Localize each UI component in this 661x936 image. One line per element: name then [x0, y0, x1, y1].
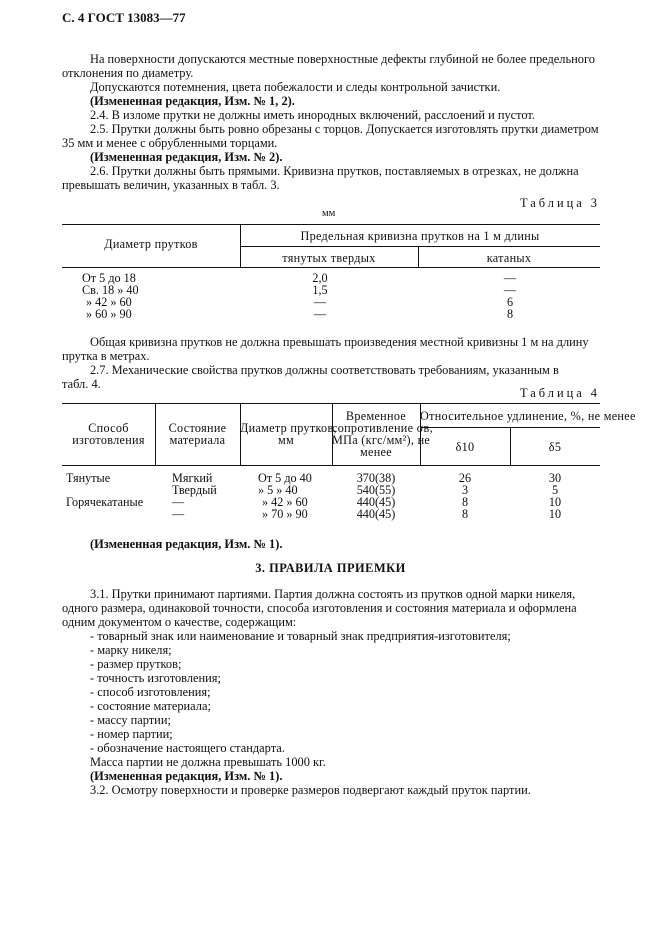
list-item: - марку никеля; — [90, 643, 172, 657]
table4-head-tensile: сопротивление σв, — [332, 421, 433, 435]
page-header: С. 4 ГОСТ 13083—77 — [62, 10, 186, 25]
table4-head-d10: δ10 — [455, 440, 475, 454]
table4-cell: От 5 до 40 — [258, 471, 312, 485]
table4-cell: » 42 » 60 — [262, 495, 308, 509]
table4-cell: 540(55) — [356, 483, 396, 497]
table3-cell: — — [313, 295, 327, 309]
table3-subhead-rule — [240, 246, 600, 247]
table4-cell: 5 — [551, 483, 559, 497]
amendment-note: (Измененная редакция, Изм. № 2). — [90, 150, 283, 164]
paragraph: Допускаются потемнения, цвета побежалости и следы контрольной зачистки. — [90, 80, 501, 94]
table4-cell: 10 — [548, 507, 562, 521]
table3-cell: 6 — [506, 295, 514, 309]
table3-cell: 8 — [506, 307, 514, 321]
paragraph: Общая кривизна прутков не должна превышать произведения местной кривизны 1 м на длину — [90, 335, 589, 349]
paragraph: одним документом о качестве, содержащим: — [62, 615, 297, 629]
table3-head-rolled: катаных — [486, 251, 532, 265]
list-item: - размер прутков; — [90, 657, 182, 671]
paragraph: прутка в метрах. — [62, 349, 150, 363]
table4-head-state: Состояние — [168, 421, 227, 435]
table4-head-state: материала — [169, 433, 226, 447]
list-item: - состояние материала; — [90, 699, 211, 713]
paragraph: табл. 4. — [62, 377, 101, 391]
paragraph: отклонения по диаметру. — [62, 66, 194, 80]
table4-cell: — — [172, 495, 185, 509]
table3-head-diameter: Диаметр прутков — [104, 237, 198, 251]
paragraph-3-2: 3.2. Осмотру поверхности и проверке размеров подвергают каждый пруток партии. — [90, 783, 531, 797]
table3-cell: » 42 » 60 — [86, 295, 132, 309]
table4-head-rule — [62, 465, 600, 466]
paragraph-2-7: 2.7. Механические свойства прутков должны соответствовать требованиям, указанным в — [90, 363, 559, 377]
table3-unit: мм — [322, 208, 336, 219]
table4-cell: Горячекатаные — [66, 495, 144, 509]
table4-head-tensile: менее — [360, 445, 392, 459]
table3-caption: Таблица 3 — [520, 196, 600, 210]
table4-head-diameter: мм — [277, 433, 295, 447]
paragraph: одного размера, одинаковой точности, способа изготовления и состояния материала и оформлена — [62, 601, 577, 615]
amendment-note: (Измененная редакция, Изм. № 1). — [90, 769, 283, 783]
table3-cell: 2,0 — [312, 271, 328, 285]
list-item: - обозначение настоящего стандарта. — [90, 741, 285, 755]
table4-cell: » 70 » 90 — [262, 507, 308, 521]
table4-head-method: Способ — [88, 421, 129, 435]
table4-head-d5: δ5 — [548, 440, 562, 454]
table4-cell: 30 — [548, 471, 562, 485]
table3-cell: Св. 18 » 40 — [82, 283, 139, 297]
table4-cell: 8 — [461, 495, 469, 509]
table3-cell: 1,5 — [312, 283, 328, 297]
table3-head-drawn: тянутых твердых — [282, 251, 376, 265]
table3-cell: — — [503, 271, 517, 285]
amendment-note: (Измененная редакция, Изм. № 1). — [90, 537, 283, 551]
table4-top-rule — [62, 403, 600, 404]
list-item: - массу партии; — [90, 713, 171, 727]
paragraph-3-1: 3.1. Прутки принимают партиями. Партия должна состоять из прутков одной марки никеля, — [90, 587, 576, 601]
table4-cell: Твердый — [172, 483, 217, 497]
table4-cell: 26 — [458, 471, 472, 485]
table3-head-rule — [62, 267, 600, 268]
table4-cell: » 5 » 40 — [258, 483, 298, 497]
paragraph: превышать величин, указанных в табл. 3. — [62, 178, 280, 192]
table4-cell: 370(38) — [356, 471, 396, 485]
table4-cell: 440(45) — [356, 507, 396, 521]
paragraph: На поверхности допускаются местные поверхностные дефекты глубиной не более предельного — [90, 52, 595, 66]
paragraph: 35 мм и менее с обрубленными торцами. — [62, 136, 278, 150]
table3-cell: От 5 до 18 — [82, 271, 136, 285]
table4-cell: Тянутые — [66, 471, 111, 485]
list-item: - номер партии; — [90, 727, 173, 741]
table4-head-tensile: Временное — [345, 409, 407, 423]
table3-top-rule — [62, 224, 600, 225]
table4-cell: 8 — [461, 507, 469, 521]
table4-cell: 3 — [461, 483, 469, 497]
table4-cell: 10 — [548, 495, 562, 509]
table3-cell: — — [503, 283, 517, 297]
paragraph-2-4: 2.4. В изломе прутки не должны иметь инородных включений, расслоений и пустот. — [90, 108, 536, 122]
list-item: - способ изготовления; — [90, 685, 211, 699]
table4-head-method: изготовления — [72, 433, 145, 447]
paragraph-2-6: 2.6. Прутки должны быть прямыми. Кривизна прутков, поставляемых в отрезках, не должна — [90, 164, 579, 178]
table3-cell: — — [313, 307, 327, 321]
table3-cell: » 60 » 90 — [86, 307, 132, 321]
paragraph: Масса партии не должна превышать 1000 кг. — [90, 755, 326, 769]
amendment-note: (Измененная редакция, Изм. № 1, 2). — [90, 94, 295, 108]
table4-cell: 440(45) — [356, 495, 396, 509]
table4-caption: Таблица 4 — [520, 386, 600, 400]
list-item: - точность изготовления; — [90, 671, 221, 685]
paragraph-2-5: 2.5. Прутки должны быть ровно обрезаны с торцов. Допускается изготовлять прутки диаметром — [90, 122, 599, 136]
table4-cell: — — [172, 507, 185, 521]
table4-head-elongation: Относительное удлинение, %, не менее — [420, 409, 636, 423]
table3-head-curvature: Предельная кривизна прутков на 1 м длины — [300, 229, 540, 243]
table4-head-diameter: Диаметр прутков, — [240, 421, 337, 435]
table4-head-tensile: МПа (кгс/мм²), не — [332, 433, 431, 447]
table4-cell: Мягкий — [172, 471, 213, 485]
list-item: - товарный знак или наименование и товарный знак предприятия-изготовителя; — [90, 629, 511, 643]
section-title: 3. ПРАВИЛА ПРИЕМКИ — [255, 561, 406, 575]
